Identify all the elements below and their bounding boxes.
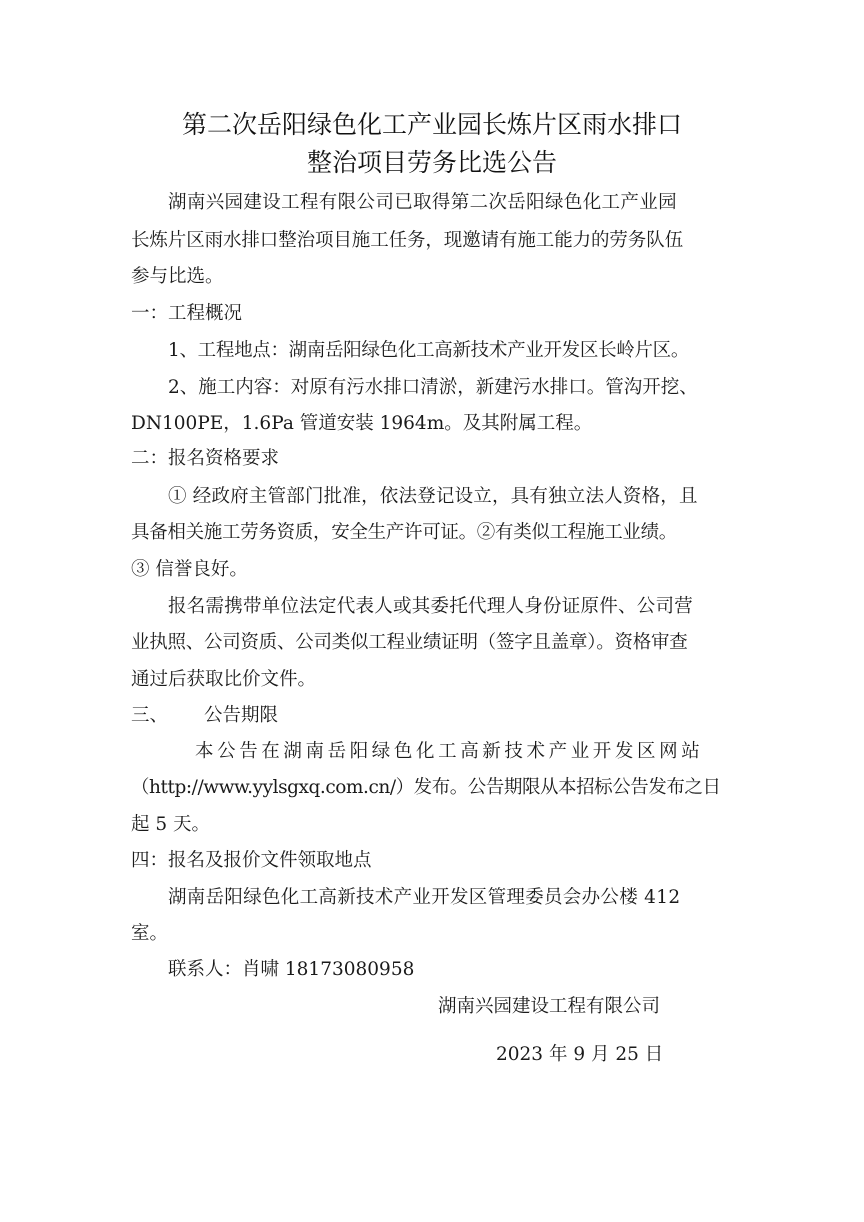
signature-company: 湖南兴园建设工程有限公司 <box>438 996 661 1017</box>
contact-line: 联系人：肖啸 18173080958 <box>168 959 415 980</box>
section-2-docs-line-1: 报名需携带单位法定代表人或其委托代理人身份证原件、公司营 <box>168 596 694 617</box>
document-title-line-2: 整治项目劳务比选公告 <box>306 148 557 177</box>
intro-line-2: 长炼片区雨水排口整治项目施工任务，现邀请有施工能力的劳务队伍 <box>131 230 684 251</box>
section-2-heading: 二：报名资格要求 <box>131 448 280 469</box>
signature-date: 2023 年 9 月 25 日 <box>496 1044 664 1065</box>
section-2-req-line-3: ③ 信誉良好。 <box>131 559 248 580</box>
intro-line-3: 参与比选。 <box>131 266 224 287</box>
section-2-docs-line-2: 业执照、公司资质、公司类似工程业绩证明（签字且盖章）。资格审查 <box>131 632 688 653</box>
section-2-req-line-1: ① 经政府主管部门批准，依法登记设立，具有独立法人资格，且 <box>168 486 698 507</box>
document-title-line-1: 第二次岳阳绿色化工产业园长炼片区雨水排口 <box>181 110 682 139</box>
section-4-heading: 四：报名及报价文件领取地点 <box>131 850 372 871</box>
section-1-scope-line-2: DN100PE，1.6Pa 管道安装 1964m。及其附属工程。 <box>131 413 593 434</box>
section-4-body-line-1: 湖南岳阳绿色化工高新技术产业开发区管理委员会办公楼 412 <box>168 887 681 908</box>
section-3-heading-number: 三、 <box>131 705 169 726</box>
section-1-location: 1、工程地点：湖南岳阳绿色化工高新技术产业开发区长岭片区。 <box>168 340 690 361</box>
intro-line-1: 湖南兴园建设工程有限公司已取得第二次岳阳绿色化工产业园 <box>168 192 677 213</box>
section-2-docs-line-3: 通过后获取比价文件。 <box>131 669 317 690</box>
section-1-scope-line-1: 2、施工内容：对原有污水排口清淤，新建污水排口。管沟开挖、 <box>168 377 698 398</box>
section-3-body-line-1: 本公告在湖南岳阳绿色化工高新技术产业开发区网站 <box>195 741 704 762</box>
section-1-heading: 一：工程概况 <box>131 303 243 324</box>
section-2-req-line-2: 具备相关施工劳务资质，安全生产许可证。②有类似工程施工业绩。 <box>131 522 678 543</box>
section-3-heading-text: 公告期限 <box>204 705 279 726</box>
section-3-body-line-2: （http://www.yylsgxq.com.cn/）发布。公告期限从本招标公告发布之日 <box>131 777 721 798</box>
section-3-body-line-3: 起 5 天。 <box>131 814 211 835</box>
section-4-body-line-2: 室。 <box>131 923 169 944</box>
